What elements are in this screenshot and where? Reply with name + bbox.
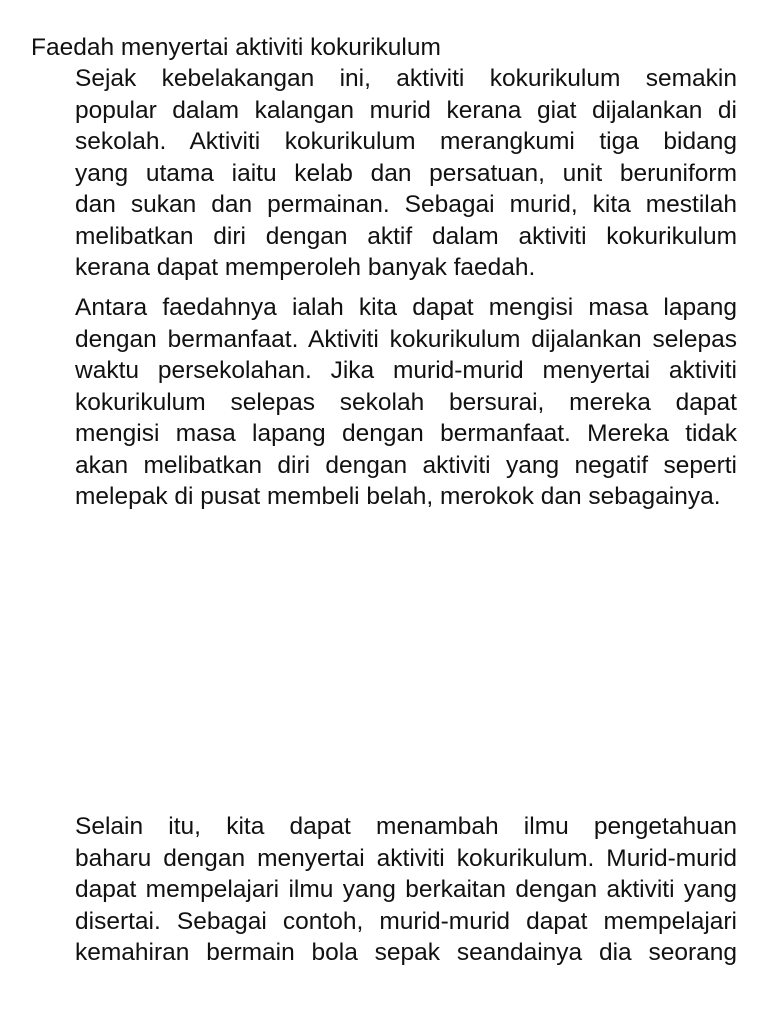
text-line: sekolah. Aktiviti kokurikulum merangkumi tiga bidang [75,128,737,155]
text-line: melepak di pusat membeli belah, merokok dan sebagainya. [75,483,721,510]
document-page [31,0,737,1024]
text-line: dengan bermanfaat. Aktiviti kokurikulum dijalankan selepas [75,325,737,353]
text-line: mengisi masa lapang dengan bermanfaat. Mereka tidak [75,420,737,447]
text-line: disertai. Sebagai contoh, murid-murid dapat mempelajari [75,907,737,935]
text-line: dapat mempelajari ilmu yang berkaitan dengan aktiviti yang [75,876,737,903]
text-line: waktu persekolahan. Jika murid-murid menyertai aktiviti [75,357,737,384]
paragraph-point-two [31,811,737,969]
text-line: baharu dengan menyertai aktiviti kokurikulum. Murid-murid [75,844,737,872]
text-line: Sejak kebelakangan ini, aktiviti kokurikulum semakin [75,65,737,92]
text-line: yang utama iaitu kelab dan persatuan, unit beruniform [75,159,737,187]
text-line: melibatkan diri dengan aktif dalam aktiviti kokurikulum [75,222,737,250]
text-line: dan sukan dan permainan. Sebagai murid, kita mestilah [75,191,737,218]
text-line: kerana dapat memperoleh banyak faedah. [75,254,536,281]
paragraph-intro [31,63,737,284]
text-line: Antara faedahnya ialah kita dapat mengisi masa lapang [75,294,737,321]
document-title: Faedah menyertai aktiviti kokurikulum [31,34,441,61]
text-line: akan melibatkan diri dengan aktiviti yang negatif seperti [75,451,737,479]
paragraph-point-one [31,292,737,513]
text-line: kokurikulum selepas sekolah bersurai, mereka dapat [75,388,737,416]
text-line: popular dalam kalangan murid kerana giat dijalankan di [75,96,737,124]
text-line: Selain itu, kita dapat menambah ilmu pengetahuan [75,813,737,840]
text-line: kemahiran bermain bola sepak seandainya dia seorang [75,939,737,966]
